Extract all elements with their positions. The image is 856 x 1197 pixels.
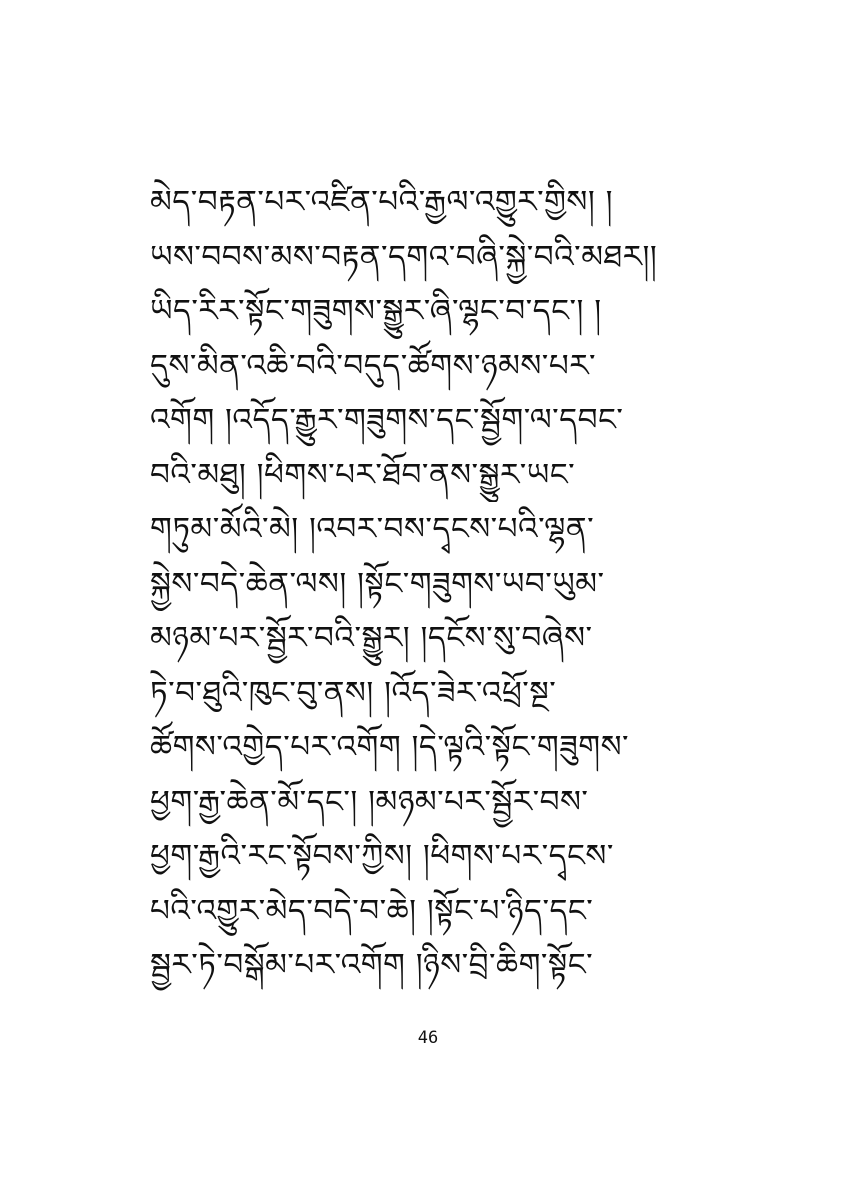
- text-line-12: ཕྱག་རྒྱ་ཆེན་མོ་དང་། །མཉམ་པར་སྦྱོར་བས་: [150, 783, 589, 820]
- text-line-5: འགོག །འདོད་རྒྱུར་གཟུགས་དང་སྦྱོག་ལ་དབང་: [150, 402, 624, 438]
- text-line-4: དུས་མིན་འཆི་བའི་བདུད་ཚོགས་ཉམས་པར་: [150, 347, 597, 384]
- text-line-11: ཚོགས་འགྱེད་པར་འགོག །དེ་ལྟའི་སྟོང་གཟུགས་: [150, 729, 630, 765]
- text-line-2: ཡས་བབས་མས་བརྟན་དགའ་བཞི་སྐྱེ་བའི་མཐར།།: [150, 238, 658, 275]
- text-line-9: མཉམ་པར་སྦྱོར་བའི་སྒྱུར། །དངོས་སུ་བཞེས་: [150, 620, 593, 656]
- text-line-3: ཡིད་རིར་སྟོང་གཟུགས་སྒྱུར་ཞི་ལྷང་བ་དང་། །: [150, 293, 602, 329]
- body-text: [150, 175, 750, 993]
- text-line-7: གཏུམ་མོའི་མེ། །འབར་བས་དྭངས་པའི་ལྷན་: [150, 511, 595, 547]
- text-line-15: སྦྱར་ཏེ་བསྒོམ་པར་འགོག །ཉིས་བྲི་ཆིག་སྟོང་: [150, 947, 594, 983]
- page-number: 46: [417, 1028, 439, 1048]
- text-line-14: པའི་འགྱུར་མེད་བདེ་བ་ཆེ། །སྟོང་པ་ཉིད་དང་: [150, 892, 594, 929]
- text-line-10: ཏེ་བ་ཐུའི་ཁུང་བུ་ནས། །འོད་ཟེར་འཕྲོ་སྔ་: [150, 674, 557, 711]
- text-line-1: མེད་བརྟན་པར་འཛིན་པའི་རྒྱལ་འགྱུར་གྱིས། །: [150, 184, 613, 220]
- text-line-13: ཕྱག་རྒྱའི་རང་སྟོབས་ཀྱིས། །ཕིགས་པར་དྭངས་: [150, 838, 614, 874]
- text-line-8: སྐྱེས་བདེ་ཆེན་ལས། །སྟོང་གཟུགས་ཡབ་ཡུམ་: [150, 565, 605, 602]
- text-line-6: བའི་མཐུ། །ཕིགས་པར་ཐོབ་ནས་སྒྱུར་ཡང་: [150, 456, 576, 493]
